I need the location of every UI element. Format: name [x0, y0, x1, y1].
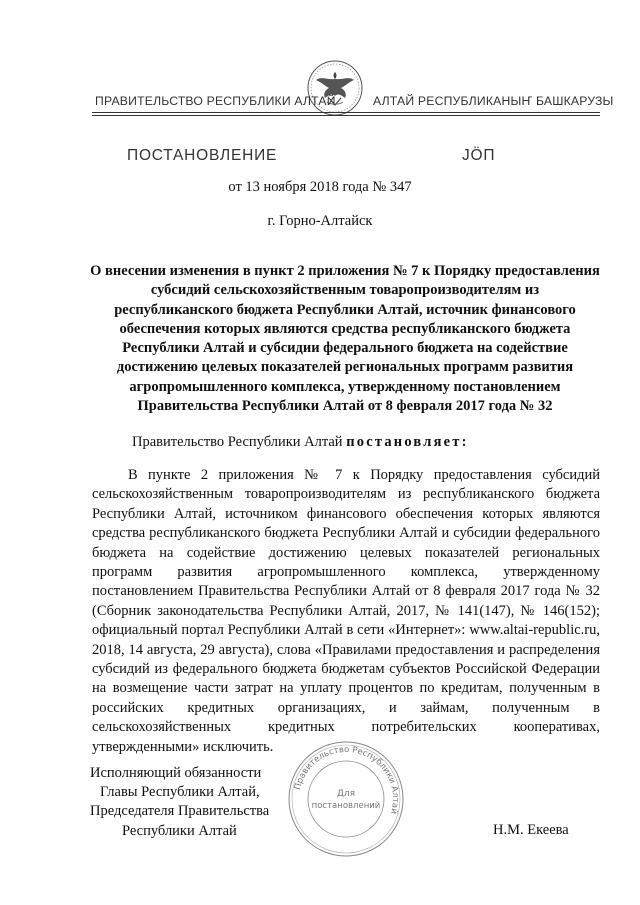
signature-line-3: Председателя Правительства: [90, 803, 270, 820]
header-right-text: АЛТАЙ РЕСПУБЛИКАНЫҤ БАШКАРУЗЫ: [373, 94, 614, 108]
stamp-inner-line-2: постановлений: [311, 801, 381, 811]
stamp-ring-text: Правительство Республики Алтай: [292, 744, 401, 815]
signature-block: [90, 764, 290, 841]
city: г. Горно-Алтайск: [267, 213, 373, 229]
resolves-prefix: Правительство Республики Алтай: [132, 434, 343, 450]
resolves-verb: постановляет:: [346, 434, 469, 450]
header-divider: [92, 112, 600, 113]
altai-emblem-icon: [305, 58, 365, 118]
stamp-inner-line-1: Для: [336, 789, 356, 799]
official-stamp: [285, 738, 407, 860]
doc-type-russian: ПОСТАНОВЛЕНИЕ: [127, 147, 278, 164]
doc-type-altai: ЈÖП: [462, 147, 496, 164]
resolves-line: [132, 434, 469, 451]
document-title: О внесении изменения в пункт 2 приложения № 7 к Порядку предоставления субсидий сельскохозяйственным товаропроизводителям из республиканского бюджета Республики Алтай, источник финансового обеспечения которых являются средства республиканского бюджета Республики Алтай и субсидии федерального бюджета на содействие достижению целевых показателей региональных программ развития агропромышленного комплекса, утвержденному постановлением Правительства Республики Алтай от 8 февраля 2017 года № 32: [90, 263, 600, 415]
signature-line-4: Республики Алтай: [122, 822, 237, 839]
signer-name: Н.М. Екеева: [493, 822, 569, 838]
signature-line-1: Исполняющий обязанности: [90, 765, 262, 781]
body-paragraph: В пункте 2 приложения № 7 к Порядку предоставления субсидий сельскохозяйственным товаропроизводителям из республиканского бюджета Республики Алтай, источником финансового обеспечения которых являются средства республиканского бюджета Республики Алтай и субсидии федерального бюджета на содействие достижению целевых показателей региональных программ развития агропромышленного комплекса, утвержденному постановлением Правительства Республики Алтай от 8 февраля 2017 года № 32 (Сборник законодательства Республики Алтай, 2017, № 141(147), № 146(152); официальный портал Республики Алтай в сети «Интернет»: www.altai-republic.ru, 2018, 14 августа, 29 августа), слова «Правилами предоставления и распределения субсидий из федерального бюджета бюджетам субъектов Российской Федерации на возмещение части затрат на уплату процентов по кредитам, полученным в российских кредитных организациях, и займам, полученным в сельскохозяйственных кредитных потребительских кооперативах, утвержденными» исключить.: [92, 467, 600, 755]
header-left-text: ПРАВИТЕЛЬСТВО РЕСПУБЛИКИ АЛТАЙ: [95, 94, 336, 108]
signature-line-2: Главы Республики Алтай,: [100, 784, 260, 801]
date-number: от 13 ноября 2018 года № 347: [228, 179, 412, 195]
header-divider: [92, 115, 600, 116]
